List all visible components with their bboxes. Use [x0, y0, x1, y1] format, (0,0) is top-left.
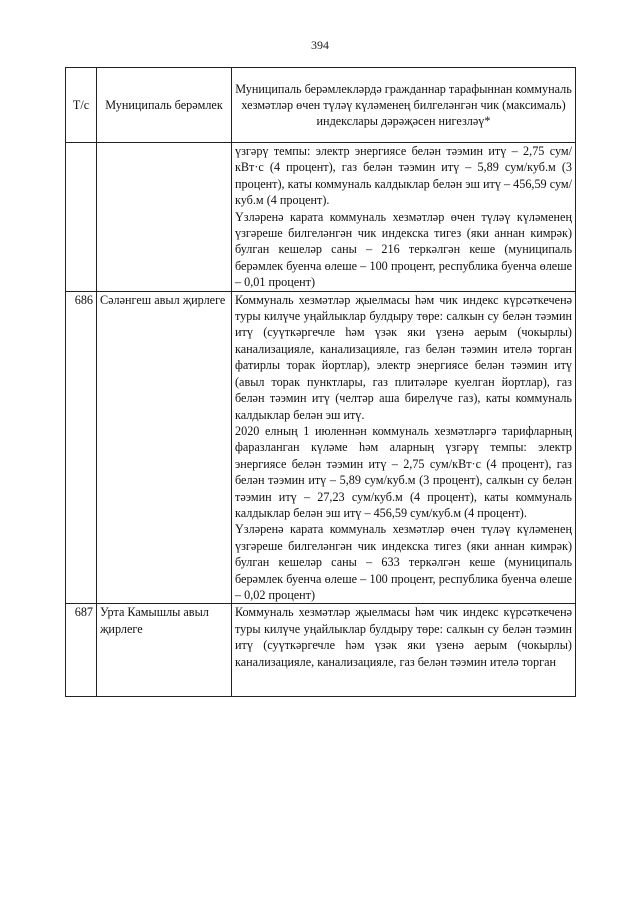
indicator-description — [232, 291, 576, 604]
description-paragraph: Коммуналь хезмәтләр җыелмасы һәм чик индекс күрсәткеченә туры килүче уңайлыклар булдыру төре: салкын су белән тәэмин итү (суүткәргечле һәм үзәк яки үзенә аерым (чокырлы) канализацияле, канализацияле, газ белән тәэмин ителә торган фатирлы торак йортлар), электр энергиясе белән тәэмин итү (авыл торак пунктлары, газ плитәләре куелган йортлар), газ белән тәэмин итү (челтәр аша бирелүче газ), каты коммуналь калдыклар белән эш итү. — [235, 292, 572, 422]
municipality-name — [97, 143, 232, 292]
description-paragraph: Үзләренә карата коммуналь хезмәтләр өчен түләү күләменең үзгәреше билгеләнгән чик индекска тигез (яки аннан кимрәк) булган кешеләр саны – 633 теркәлгән кеше (муниципаль берәмлек буенча өлеше – 100 процент, республика буенча өлеше – 0,02 процент) — [235, 522, 572, 602]
table-row — [66, 291, 576, 604]
municipality-name: Урта Камышлы авыл җирлеге — [97, 604, 232, 697]
description-paragraph: Үзләренә карата коммуналь хезмәтләр өчен түләү күләменең үзгәреше билгеләнгән чик индекска тигез (яки аннан кимрәк) булган кешеләр саны – 216 теркәлгән кеше (муниципаль берәмлек буенча өлеше – 100 процент, республика буенча өлеше – 0,01 процент) — [235, 209, 572, 290]
description-paragraph: Коммуналь хезмәтләр җыелмасы һәм чик индекс күрсәткеченә туры килүче уңайлыклар булдыру төре: салкын су белән тәэмин итү (суүткәргечле һәм үзәк яки үзенә аерым (чокырлы) канализацияле, канализацияле, газ белән тәэмин ителә торган — [235, 605, 572, 669]
indicator-description — [232, 604, 576, 697]
table-row — [66, 604, 576, 697]
row-number — [66, 143, 97, 292]
description-paragraph: үзгәрү темпы: электр энергиясе белән тәэмин итү – 2,75 сум/кВт·с (4 процент), газ белән тәэмин итү – 5,89 сум/куб.м (3 процент), каты коммуналь калдыклар белән эш итү – 456,59 сум/куб.м (4 процент). — [235, 144, 572, 208]
indicator-table — [65, 67, 576, 697]
table-header-row — [66, 68, 576, 143]
column-header-indicator: Муниципаль берәмлекләрдә гражданнар тарафыннан коммуналь хезмәтләр өчен түләү күләменең билгеләнгән чик (максималь) индекслары дәрәҗәсен нигезләү* — [232, 68, 576, 143]
column-header-number: Т/с — [66, 68, 97, 143]
row-number: 686 — [66, 291, 97, 604]
table-row — [66, 143, 576, 292]
page-number: 394 — [311, 38, 329, 52]
description-paragraph: 2020 елның 1 июленнән коммуналь хезмәтләргә тарифларның фаразланган күләме һәм аларның үзгәрү темпы: электр энергиясе белән тәэмин итү – 2,75 сум/кВт·с (4 процент), газ белән тәэмин итү – 5,89 сум/куб.м (3 процент), салкын су белән тәэмин итү – 27,23 сум/куб.м (4 процент), каты коммуналь калдыклар белән эш итү – 456,59 сум/куб.м (4 процент). — [235, 423, 572, 520]
row-number: 687 — [66, 604, 97, 697]
column-header-municipality: Муниципаль берәмлек — [97, 68, 232, 143]
indicator-description — [232, 143, 576, 292]
municipality-name: Сәләнгеш авыл җирлеге — [97, 291, 232, 604]
